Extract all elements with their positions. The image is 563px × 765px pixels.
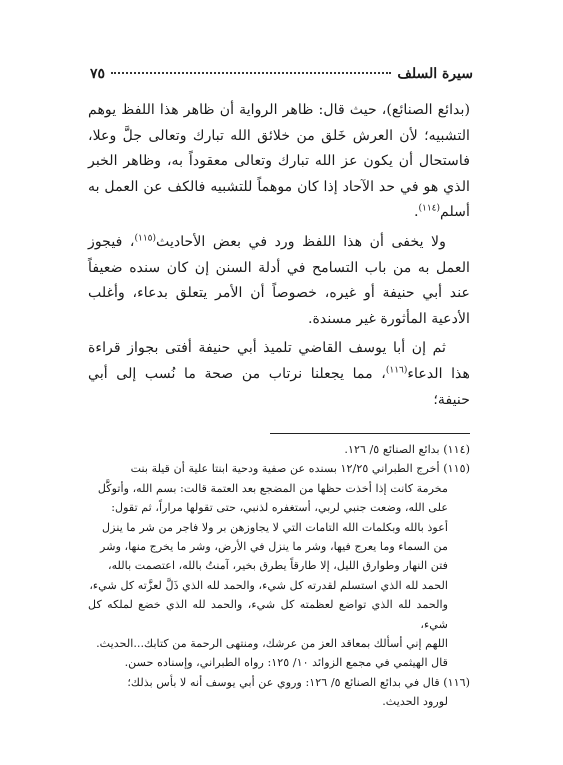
footnote-115-line: من السماء وما يعرج فيها، وشر ما ينزل في الأرض، وشر ما يخرج منها، وشر [100, 540, 448, 554]
footnote-115-line: اللهم إني أسألك بمعاقد العز من عرشك، ومنتهى الرحمة من كتابك...الحديث. [96, 637, 448, 651]
footnote-ref-116: (١١٦) [385, 365, 408, 376]
footnote-114: (١١٤) بدائع الصنائع ٥/ ١٢٦. [344, 443, 470, 456]
footnotes [88, 440, 470, 712]
footnote-115: (١١٥) أخرج الطبراني ١٢/٢٥ بسنده عن صفية ودحية ابنتا علية أن قيلة بنت [130, 462, 470, 476]
main-text [88, 98, 470, 413]
dotted-leader [111, 72, 391, 74]
running-title: سيرة السلف [397, 66, 473, 82]
footnote-115-line: فتن النهار وطوارق الليل، إلا طارقاً يطرق بخير، آمنتُ بالله، اعتصمت بالله، [107, 559, 448, 573]
footnote-115-line: والحمد لله الذي تواضع لعظمته كل شيء، والحمد لله الذي خضع لملكه كل شيء، [88, 598, 448, 631]
footnote-116-line: لورود الحديث. [382, 695, 448, 709]
footnote-115-line: الحمد لله الذي استسلم لقدرته كل شيء، والحمد لله الذي ذَلَّ لعزَّته كل شيء، [89, 578, 448, 592]
paragraph-2-text-a: ولا يخفى أن هذا اللفظ ورد في بعض الأحاديث [156, 233, 446, 250]
paragraph-1-text: (بدائع الصنائع)، حيث قال: ظاهر الرواية أن ظاهر هذا اللفظ يوهم التشبيه؛ لأن العرش خَلق من خلائق الله تبارك وتعالى جلَّ وعلا، فاستحال أن يكون عز الله تبارك وتعالى معقوداً به، وظاهر الخبر الذي هو في حد الآحاد إذا كان موهماً للتشبيه فالكف عن العمل به أسلم [88, 102, 470, 221]
footnote-115-line: على الله، وضعت جنبي لربي، أستغفره لذنبي، حتى تقولها مراراً، ثم تقول: [111, 501, 448, 515]
footnote-separator [270, 433, 470, 434]
paragraph-2-text-b: ، فيجوز العمل به من باب التسامح في أدلة السنن إن كان سنده ضعيفاً عند أبي حنيفة أو غيره، خصوصاً أن الأمر يتعلق بدعاء، وأغلب الأدعية المأثورة غير مسندة. [88, 233, 470, 327]
footnote-ref-115: (١١٥) [134, 233, 157, 244]
footnote-116: (١١٦) قال في بدائع الصنائع ٥/ ١٢٦: وروي عن أبي يوسف أنه لا بأس بذلك؛ [127, 675, 470, 689]
paragraph-3-text-a: ثم إن أبا يوسف القاضي تلميذ أبي حنيفة أفتى بجواز قراءة هذا الدعاء [88, 340, 470, 382]
paragraph-1 [88, 98, 470, 226]
paragraph-3-text-b: ، مما يجعلنا نرتاب من صحة ما نُسب إلى أبي حنيفة؛ [88, 365, 470, 408]
paragraph-3 [88, 336, 470, 413]
footnote-115-line: أعوذ بالله وبكلمات الله التامات التي لا يجاوزهن بر ولا فاجر من شر ما ينزل [102, 520, 448, 534]
paragraph-1-end: . [413, 204, 419, 221]
footnote-115-line: قال الهيثمي في مجمع الزوائد ١٠/ ١٢٥: رواه الطبراني، وإسناده حسن. [124, 656, 448, 670]
footnote-115-line: مخرمة كانت إذا أخذت حظها من المضجع بعد العتمة قالت: بسم الله، وأتوكَّل [97, 481, 448, 495]
running-header [90, 66, 473, 88]
paragraph-2 [88, 230, 470, 332]
footnote-ref-114: (١١٤) [418, 203, 441, 214]
page-number: ٧٥ [90, 66, 106, 82]
